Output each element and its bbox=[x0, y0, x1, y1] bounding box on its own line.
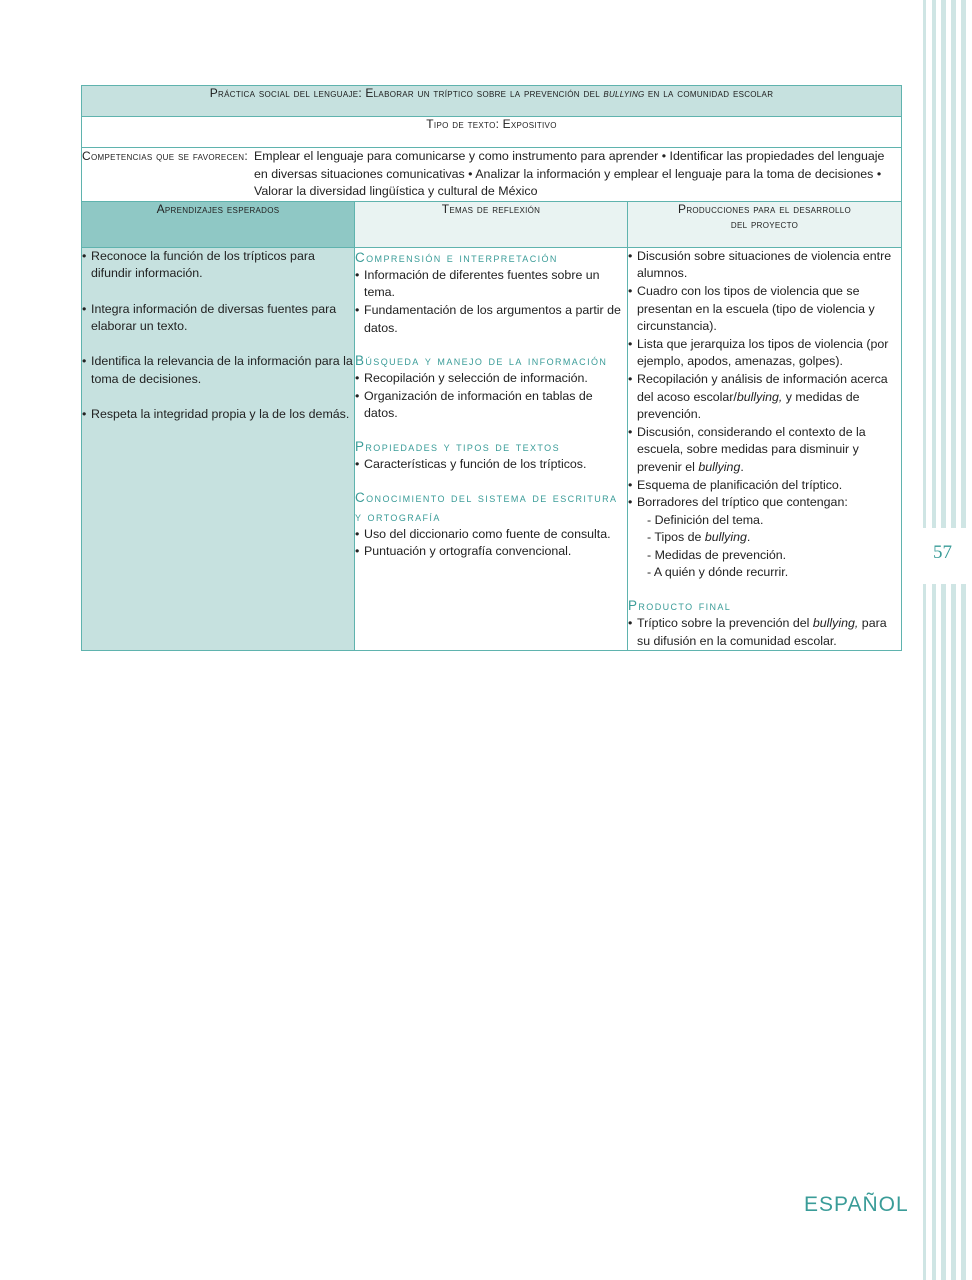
tipo-label: Tipo de texto: bbox=[426, 117, 500, 131]
list-item: • Fundamentación de los argumentos a partir de datos. bbox=[355, 302, 621, 335]
list-item: • Características y función de los trípticos. bbox=[355, 456, 587, 471]
list-item: • Tríptico sobre la prevención del bullying, para su difusión en la comunidad escolar. bbox=[628, 616, 887, 648]
list-item: • Integra información de diversas fuentes para elaborar un texto. bbox=[82, 301, 337, 334]
sub-item: - Tipos de bullying. bbox=[647, 530, 751, 545]
tipo-value: Expositivo bbox=[502, 117, 557, 131]
aprendizajes-column bbox=[82, 247, 355, 650]
list-item: • Recopilación y selección de información. bbox=[355, 371, 588, 386]
list-item: • Información de diferentes fuentes sobre un tema. bbox=[355, 267, 600, 300]
temas-column bbox=[355, 247, 628, 650]
sub-item: - Medidas de prevención. bbox=[647, 547, 787, 562]
content-row bbox=[82, 247, 902, 650]
list-item: • Uso del diccionario como fuente de consulta. bbox=[355, 526, 611, 541]
list-item: • Recopilación y análisis de información acerca del acoso escolar/bullying, y medidas de prevención. bbox=[628, 371, 888, 422]
list-item: • Esquema de planificación del tríptico. bbox=[628, 477, 843, 492]
producciones-column bbox=[628, 247, 902, 650]
practica-label: Práctica social del lenguaje: bbox=[209, 86, 363, 100]
list-item: • Respeta la integridad propia y la de los demás. bbox=[82, 407, 350, 422]
tema-section bbox=[355, 488, 627, 561]
list-item: • Identifica la relevancia de la información para la toma de decisiones. bbox=[82, 354, 353, 386]
list-item: • Puntuación y ortografía convencional. bbox=[355, 544, 572, 559]
competencias-row bbox=[82, 148, 902, 202]
header-aprendizajes: Aprendizajes esperados bbox=[156, 201, 280, 216]
page-number: 57 bbox=[933, 542, 952, 563]
side-stripes bbox=[912, 0, 972, 1280]
competencias-text: Emplear el lenguaje para comunicarse y como instrumento para aprender • Identificar las propiedades del lenguaje en diversas situaciones comunicativas • Analizar la información y emplear el lenguaje para la toma de decisiones • Valorar la diversidad lingüística y cultural de México bbox=[254, 149, 885, 199]
practica-end: en la comunidad escolar bbox=[647, 86, 774, 100]
section-title: Comprensión e interpretación bbox=[355, 249, 558, 265]
list-item: • Borradores del tríptico que contengan: bbox=[628, 495, 848, 510]
list-item: • Reconoce la función de los trípticos para difundir información. bbox=[82, 248, 315, 281]
tema-section bbox=[355, 437, 627, 474]
list-item: • Discusión, considerando el contexto de la escuela, sobre medidas para disminuir y prevenir el bullying. bbox=[628, 424, 866, 474]
column-headers bbox=[82, 201, 902, 247]
list-item: • Discusión sobre situaciones de violencia entre alumnos. bbox=[628, 248, 892, 281]
header-producciones-2: del proyecto bbox=[730, 216, 799, 231]
list-item: • Cuadro con los tipos de violencia que se presentan en la escuela (tipo de violencia y circunstancia). bbox=[628, 283, 875, 334]
tipo-row bbox=[82, 117, 902, 148]
tema-section bbox=[355, 248, 627, 337]
section-title: Conocimiento del sistema de escritura y ortografía bbox=[355, 489, 618, 524]
subject-footer: ESPAÑOL bbox=[804, 1193, 909, 1216]
producto-final-title: Producto final bbox=[628, 598, 732, 614]
sub-item: - Definición del tema. bbox=[647, 512, 764, 527]
sub-item: - A quién y dónde recurrir. bbox=[647, 565, 789, 580]
tema-section bbox=[355, 351, 627, 423]
practica-em: bullying bbox=[603, 86, 645, 100]
list-item: • Lista que jerarquiza los tipos de violencia (por ejemplo, apodos, amenazas, golpes). bbox=[628, 336, 889, 369]
section-title: Búsqueda y manejo de la información bbox=[355, 353, 608, 369]
list-item: • Organización de información en tablas de datos. bbox=[355, 388, 593, 421]
program-table bbox=[81, 85, 902, 651]
header-producciones-1: Producciones para el desarrollo bbox=[678, 201, 851, 216]
practica-text: Elaborar un tríptico sobre la prevención del bbox=[365, 86, 600, 100]
competencias-label: Competencias que se favorecen: bbox=[82, 149, 248, 163]
practica-row bbox=[82, 86, 902, 117]
header-temas: Temas de reflexión bbox=[441, 201, 541, 216]
section-title: Propiedades y tipos de textos bbox=[355, 438, 560, 454]
